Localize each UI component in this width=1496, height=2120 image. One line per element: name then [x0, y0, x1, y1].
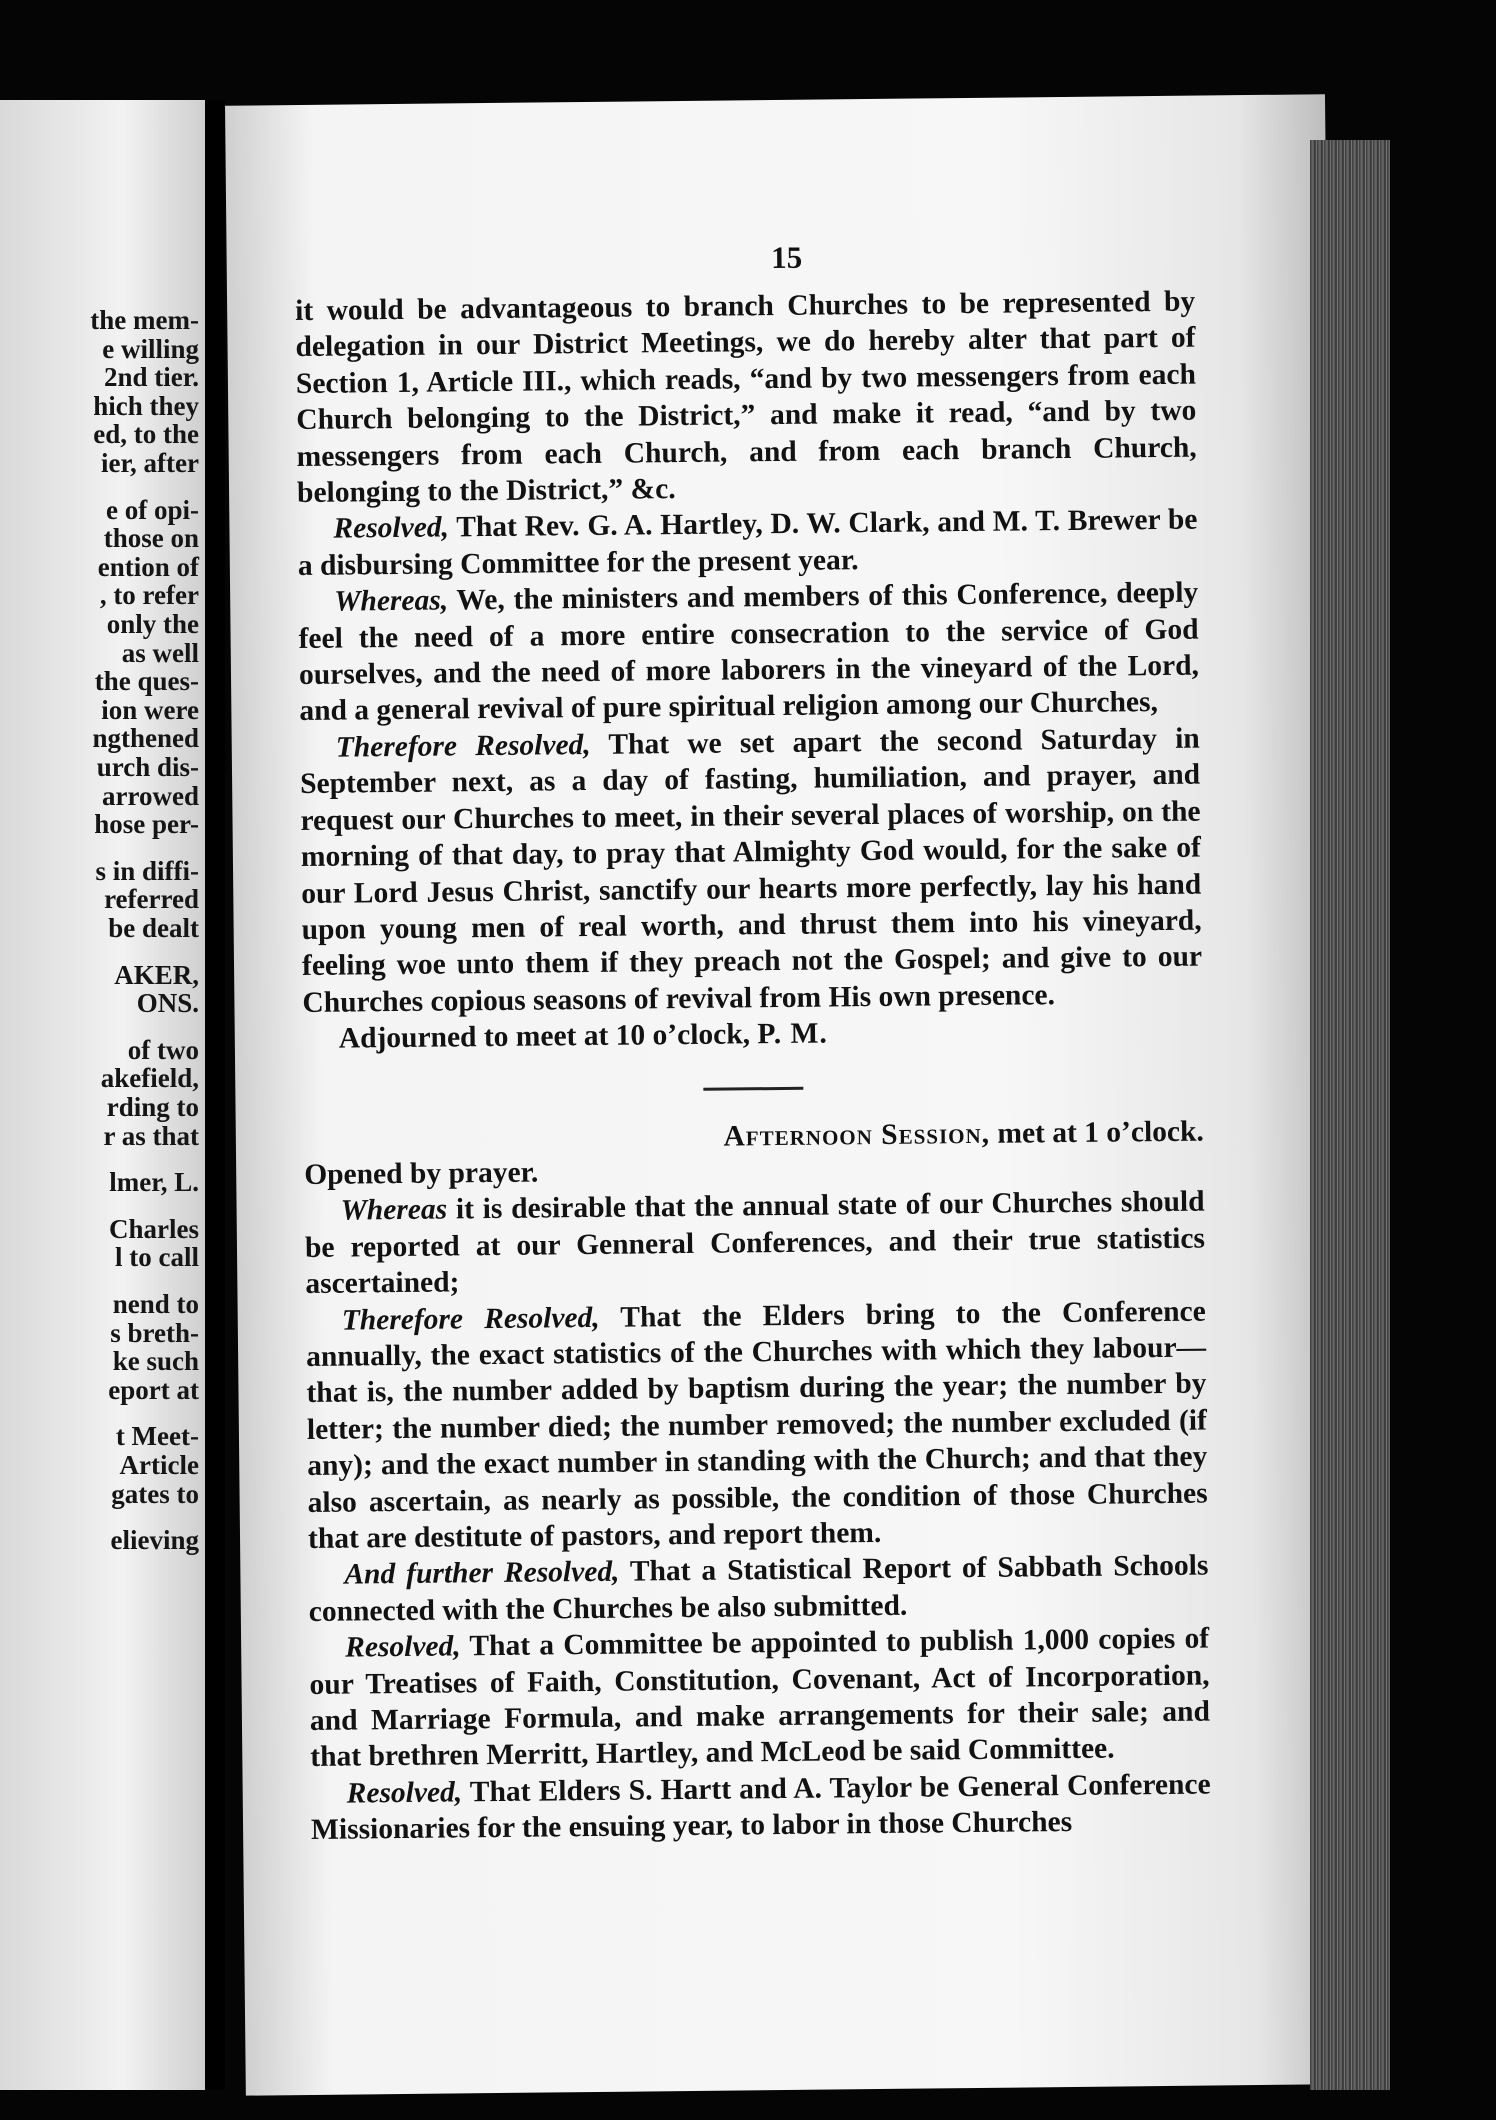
paragraph-1: [295, 284, 1197, 512]
left-page-line: t Meet-: [115, 1421, 199, 1452]
left-page-line: the mem-: [90, 305, 199, 335]
paragraph-11-lead: Resolved,: [346, 1776, 463, 1810]
left-page-line: the ques-: [94, 666, 199, 697]
paragraph-11: [311, 1766, 1212, 1848]
left-page-line: , to refer: [99, 580, 199, 611]
session-heading-caps: Afternoon Session,: [723, 1117, 991, 1153]
left-page-line: arrowed: [102, 780, 199, 811]
left-page-line: ier, after: [101, 448, 199, 478]
left-page-line: akefield,: [100, 1063, 199, 1094]
left-page-line: e of opi-: [106, 494, 199, 525]
left-page-line: of two: [127, 1034, 199, 1065]
paragraph-2-lead: Resolved,: [333, 511, 450, 546]
paragraph-3-text: We, the ministers and members of this Conference, deeply feel the need of a more entire consecration to the service of God ourselves, and the need of more laborers in the vineyard of the Lord, and a general revival of pure spiritual religion among our Churches,: [298, 576, 1200, 728]
paragraph-8: [306, 1293, 1209, 1557]
left-page-line: nend to: [112, 1289, 199, 1319]
paragraph-5-tail: P. M.: [757, 1017, 828, 1051]
left-page-line: referred: [104, 884, 199, 915]
paragraph-10-text: That a Committee be appointed to publish 1,000 copies of our Treatises of Faith, Constitution, Covenant, Act of Incorporation, and Marriage Formula, and make arrangements for their sale; and that brethren Merritt, Hartley, and McLeod be said Committee.: [309, 1622, 1211, 1774]
paragraph-7-text: it is desirable that the annual state of our Churches should be reported at our Genneral Conferences, and their true statistics ascertained;: [304, 1185, 1206, 1301]
paragraph-1-text: it would be advantageous to branch Churches to be represented by delegation in our District Meetings, we do hereby alter that part of Section 1, Article III., which reads, “and by two messengers from each Church belonging to the District,” and make it read, “and by two messengers from each Church, and from each branch Church, belonging to the District,” &c.: [295, 285, 1197, 510]
left-page-line: r as that: [103, 1120, 199, 1151]
left-page-line: Article: [119, 1450, 199, 1480]
paragraph-11-text: That Elders S. Hartt and A. Taylor be General Conference Missionaries for the ensuing year, to labor in those Churches: [310, 1768, 1211, 1847]
left-page-line: hose per-: [94, 809, 199, 840]
section-divider: [703, 1086, 803, 1090]
left-page-line: s breth-: [110, 1317, 199, 1348]
paragraph-10: [309, 1621, 1210, 1776]
paragraph-2: [297, 502, 1198, 584]
right-page: [225, 94, 1346, 2095]
paragraph-4-lead: Therefore Resolved,: [335, 728, 591, 764]
left-page-line: 2nd tier.: [103, 362, 199, 393]
left-page-line: ention of: [97, 551, 199, 582]
left-page-line: AKER,: [114, 959, 199, 990]
paragraph-4-text: That we set apart the second Saturday in September next, as a day of fasting, humiliation, and prayer, and request our Churches to meet, in their several places of worship, on the morning of that day, to pray that Almighty God would, for the sake of our Lord Jesus Christ, sanctify our hearts more perfectly, lay his hand upon young men of real worth, and thrust them into his vineyard, feeling woe unto them if they preach not the Gospel; and give to our Churches copious seasons of revival from His own presence.: [299, 722, 1203, 1019]
left-page-line: as well: [121, 637, 199, 668]
left-page-line: ed, to the: [93, 419, 199, 450]
paragraph-5-text: Adjourned to meet at 10 o’clock,: [338, 1018, 758, 1055]
paragraph-4: [300, 720, 1203, 1021]
session-heading-rest: met at 1 o’clock.: [989, 1115, 1204, 1150]
paragraph-2-text: That Rev. G. A. Hartley, D. W. Clark, and M. T. Brewer be a disbursing Committee for the present year.: [297, 504, 1198, 582]
paragraph-8-text: That the Elders bring to the Conference annually, the exact statistics of the Churches with which they labour—that is, the number added by baptism during the year; the number by letter; the number died; the number removed; the number excluded (if any); and the exact number in standing with the Church; and that they also ascertain, as nearly as possible, the condition of those Churches that are destitute of pastors, and report them.: [305, 1295, 1208, 1555]
left-page-line: ion were: [101, 694, 199, 725]
left-page-line: ngthened: [92, 723, 199, 754]
paragraph-9-text: That a Statistical Report of Sabbath Schools connected with the Churches be also submitted.: [308, 1549, 1209, 1628]
left-page-line: only the: [106, 609, 199, 639]
left-page-line: rding to: [106, 1092, 199, 1122]
left-page-line: l to call: [115, 1242, 199, 1273]
left-page-line: lmer, L.: [109, 1167, 199, 1198]
left-page-line: gates to: [111, 1478, 199, 1509]
left-page-line: eport at: [108, 1374, 199, 1405]
left-page-line: those on: [103, 523, 199, 554]
paragraph-10-lead: Resolved,: [345, 1630, 461, 1664]
left-page-line: urch dis-: [96, 752, 199, 782]
paragraph-9-lead: And further Resolved,: [344, 1556, 620, 1591]
paragraph-7-lead: Whereas: [340, 1193, 448, 1227]
left-page-line: e willing: [102, 333, 199, 364]
paragraph-3-lead: Whereas,: [334, 584, 449, 618]
left-page-line: Charles: [109, 1213, 199, 1244]
left-page-line: be dealt: [108, 913, 199, 943]
left-page-line: s in diffi-: [95, 855, 199, 886]
paragraph-9: [308, 1548, 1209, 1630]
paragraph-6-text: Opened by prayer.: [304, 1156, 539, 1191]
paragraph-3: [298, 575, 1199, 730]
page-number: 15: [770, 239, 803, 276]
page-text: [295, 284, 1211, 1849]
paragraph-8-lead: Therefore Resolved,: [341, 1301, 600, 1337]
book-gutter: [205, 100, 225, 2090]
book-page-edges: [1310, 140, 1390, 2090]
left-page-line: hich they: [93, 390, 199, 421]
paragraph-7: [304, 1184, 1205, 1303]
left-page-line: ONS.: [136, 988, 199, 1019]
left-page-line: elieving: [110, 1525, 199, 1556]
left-page-line: ke such: [112, 1346, 199, 1377]
left-page-fragment: [0, 100, 205, 2090]
